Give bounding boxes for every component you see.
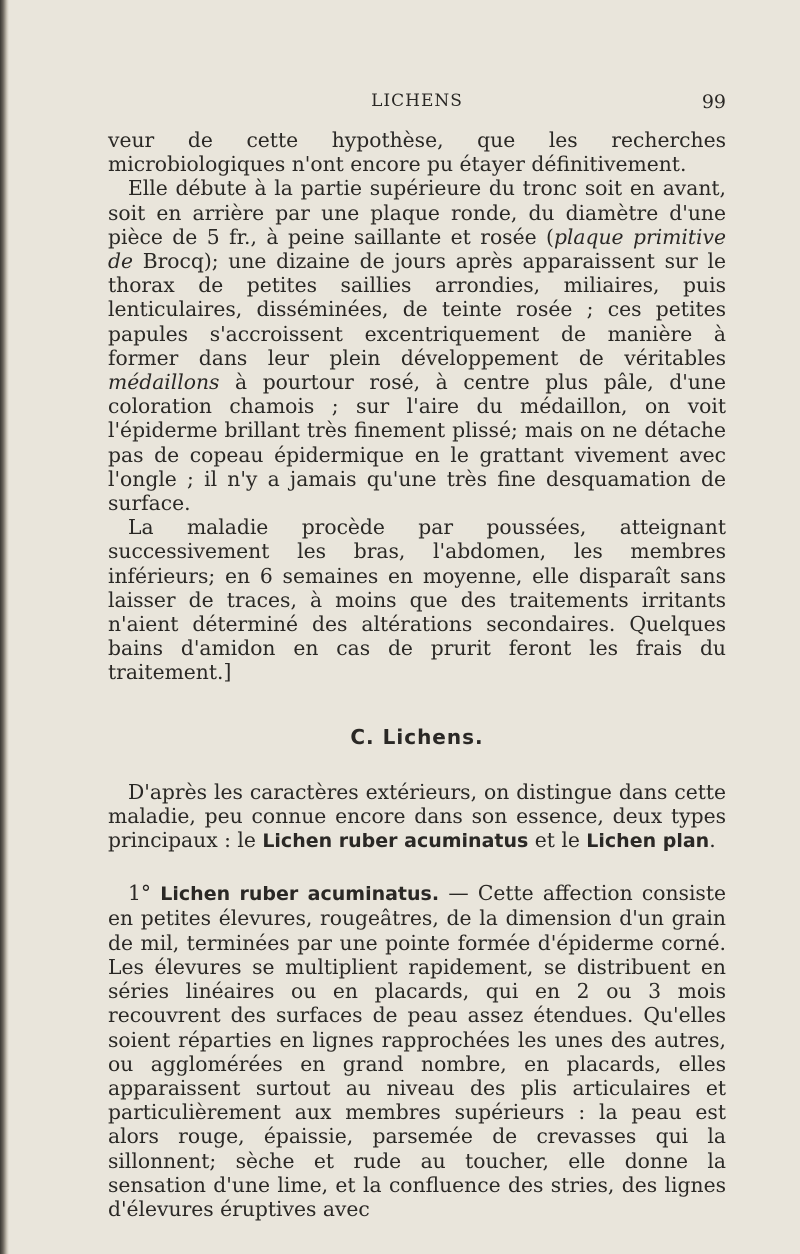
paragraph-types [108,780,726,854]
section-heading: C. Lichens. [350,724,484,749]
running-title: LICHENS [371,91,463,111]
paragraph-gap [108,853,726,881]
paragraph-text: veur de cette hypothèse, que les recherches microbiologiques n'ont encore pu étayer définitivement. [108,128,726,177]
page-header [108,91,726,121]
paragraph-lichen-ruber [108,881,726,1221]
text-run: Elle débute à la partie supérieure du tronc soit en avant, soit en arrière par une plaque ronde, du diamètre d'une pièce de 5 fr., à peine saillante et rosée ( [108,176,726,249]
page-number: 99 [701,91,726,113]
text-run: et le [528,828,587,853]
bold-term-lichen-ruber: Lichen ruber acuminatus [262,830,529,853]
text-run: — Cette affection consiste en petites élevures, rougeâtres, de la dimension d'un grain de mil, terminées par une pointe formée d'épiderme corné. Les élevures se multiplient rapidement, se distribuent en séries linéaires ou en placards, qui en 2 ou 3 mois recouvrent des surfaces de peau assez étendues. Qu'elles soient réparties en lignes rapprochées les unes des autres, ou agglomérées en grand nombre, en placards, elles apparaissent surtout au niveau des plis articulaires et particulièrement aux membres supérieurs : la peau est alors rouge, épaissie, parsemée de crevasses qui la sillonnent; sèche et rude au toucher, elle donne la sensation d'une lime, et la confluence des stries, des lignes d'élevures éruptives avec [108,881,726,1221]
paragraph-evolution [108,515,726,684]
bold-heading-lichen-ruber: Lichen ruber acuminatus. [160,883,440,906]
italic-term-medaillons: médaillons [108,370,220,395]
text-run: Brocq); une dizaine de jours après apparaissent sur le thorax de petites saillies arrondies, miliaires, puis lenticulaires, disséminées, de teinte rosée ; ces petites papules s'accroissent excentriquement de manière à former dans leur plein développement de véritables [108,249,726,370]
text-run: . [709,828,716,853]
paragraph-continuation [108,128,726,176]
text-run: à pourtour rosé, à centre plus pâle, d'une coloration chamois ; sur l'aire du médaillon, on voit l'épiderme brillant très finement plissé; mais on ne détache pas de copeau épidermique en le grattant vivement avec l'ongle ; il n'y a jamais qu'une très fine desquamation de surface. [108,370,726,516]
list-number: 1° [128,881,161,906]
text-run: D'après les caractères extérieurs, on distingue dans cette maladie, peu connue encore dans son essence, deux types principaux : le [108,779,726,853]
paragraph-text: La maladie procède par poussées, atteignant successivement les bras, l'abdomen, les membres inférieurs; en 6 semaines en moyenne, elle disparaît sans laisser de traces, à moins que des traitements irritants n'aient déterminé des altérations secondaires. Quelques bains d'amidon en cas de prurit feront les frais du traitement.] [108,515,726,685]
page-body [108,128,726,1221]
paragraph-plaque [108,176,726,515]
book-page-edge [0,0,9,1254]
bold-term-lichen-plan: Lichen plan [586,830,710,853]
italic-term-plaque-primitive: plaque primitive de [108,224,726,274]
